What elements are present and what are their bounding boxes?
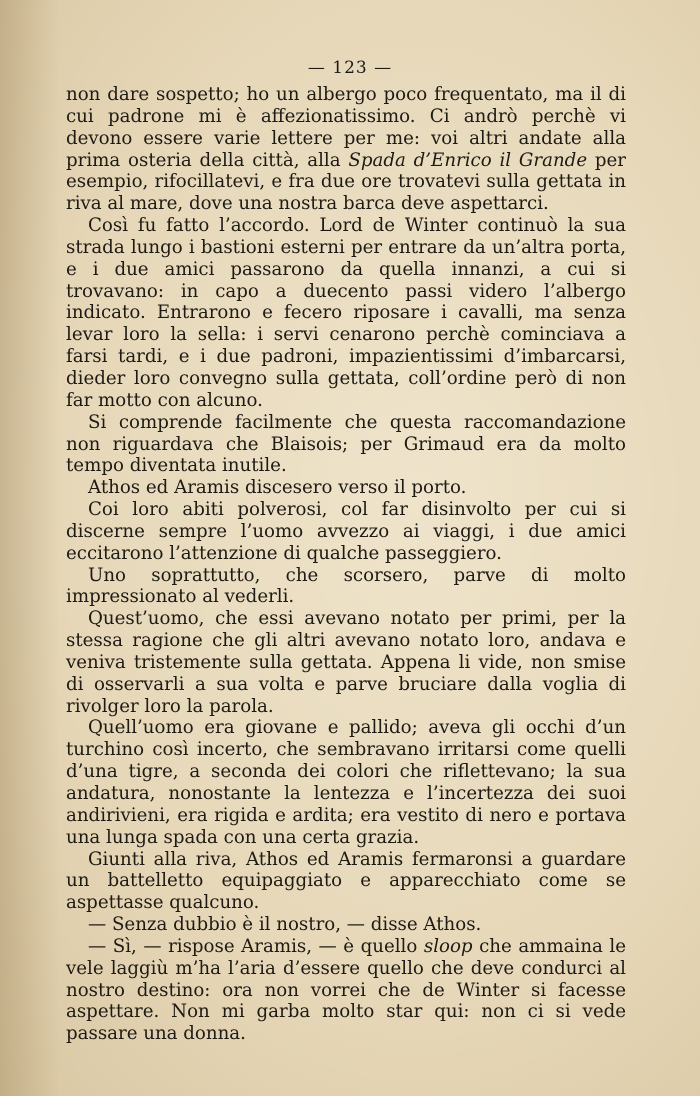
text-run: che ammaina le vele laggiù m’ha l’aria d’essere quello che deve condurci al nostro destino: ora non vorrei che de Winter si facesse aspettare. Non mi garba molto star qui: non ci si vede passare una donna.: [66, 935, 626, 1045]
paragraph: [66, 565, 626, 609]
paragraph: [66, 717, 626, 848]
text-run: Giunti alla riva, Athos ed Aramis fermaronsi a guardare un battelletto equipaggiato e apparecchiato come se aspettasse qualcuno.: [66, 848, 626, 914]
text-run: Athos ed Aramis discesero verso il porto.: [88, 477, 467, 499]
text-run: non dare sospetto; ho un albergo poco frequentato, ma il di cui padrone mi è affezionatissimo. Ci andrò perchè vi devono essere varie lettere per me: voi altri andate alla prima osteria della città, alla: [66, 84, 626, 171]
italic-text: sloop: [423, 935, 473, 957]
italic-text: Spada d’Enrico il Grande: [348, 149, 588, 171]
text-run: Si comprende facilmente che questa raccomandazione non riguardava che Blaisois; per Grimaud era da molto tempo diventata inutile.: [66, 411, 626, 477]
paragraph: [66, 914, 626, 936]
text-run: per esempio, rifocillatevi, e fra due ore trovatevi sulla gettata in riva al mare, dove una nostra barca deve aspettarci.: [66, 149, 626, 215]
paragraph: [66, 936, 626, 1045]
text-run: Coi loro abiti polverosi, col far disinvolto per cui si discerne sempre l’uomo avvezzo ai viaggi, i due amici eccitarono l’attenzione di qualche passeggiero.: [66, 499, 626, 564]
body-text: [66, 84, 626, 1045]
page-number: — 123 —: [307, 58, 393, 78]
text-run: Quest’uomo, che essi avevano notato per primi, per la stessa ragione che gli altri avevano notato loro, andava e veniva tristemente sulla gettata. Appena li vide, non smise di osservarli a sua volta e parve bruciare dalla voglia di rivolger loro la parola.: [66, 608, 626, 717]
paragraph: [66, 84, 626, 215]
paragraph: [66, 499, 626, 565]
text-run: — Senza dubbio è il nostro, — disse Athos.: [88, 914, 482, 936]
paragraph: [66, 849, 626, 915]
paragraph: [66, 608, 626, 717]
page-edge-shadow: [0, 0, 60, 1096]
text-run: Quell’uomo era giovane e pallido; aveva gli occhi d’un turchino così incerto, che sembravano irritarsi come quelli d’una tigre, a seconda dei colori che riflettevano; la sua andatura, nonostante la lentezza e l’incertezza dei suoi andirivieni, era rigida e ardita; era vestito di nero e portava una lunga spada con una certa grazia.: [66, 717, 626, 848]
paragraph: [66, 412, 626, 478]
paragraph: [66, 477, 626, 499]
text-run: Uno soprattutto, che scorsero, parve di molto impressionato al vederli.: [66, 564, 626, 608]
paragraph: [66, 215, 626, 412]
text-run: Così fu fatto l’accordo. Lord de Winter continuò la sua strada lungo i bastioni esterni per entrare da un’altra porta, e i due amici passarono da quella innanzi, a cui si trovavano: in capo a duecento passi videro l’albergo indicato. Entrarono e fecero riposare i cavalli, ma senza levar loro la sella: i servi cenarono perchè cominciava a farsi tardi, e i due padroni, impazientissimi d’imbarcarsi, dieder loro convegno sulla gettata, coll’ordine però di non far motto con alcuno.: [66, 215, 626, 411]
text-run: — Sì, — rispose Aramis, — è quello: [88, 935, 424, 957]
